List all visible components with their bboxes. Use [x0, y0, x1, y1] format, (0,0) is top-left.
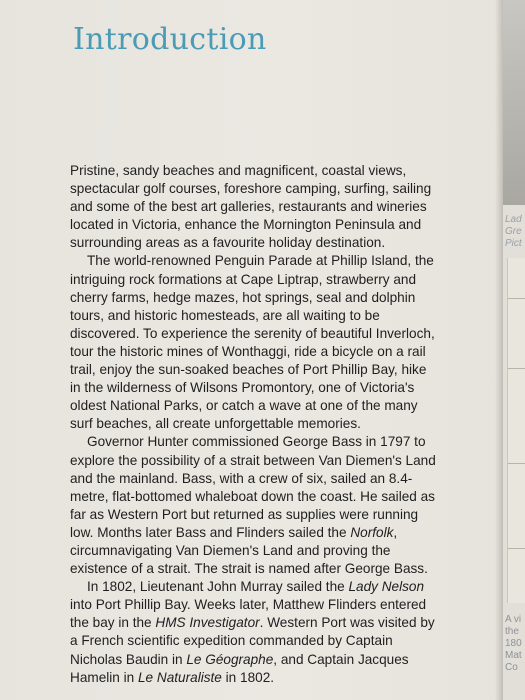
- paragraph-4-text-b: into Port Phillip Bay. Weeks later, Matthew Flinders entered the bay in the: [70, 597, 427, 631]
- body-text: [70, 162, 440, 687]
- paragraph-3: [70, 433, 440, 578]
- ship-name-le-naturaliste: Le Naturaliste: [138, 669, 222, 685]
- caption-bottom-line: Co: [505, 662, 518, 673]
- caption-bottom-line: Mat: [505, 650, 522, 661]
- ship-name-norfolk: Norfolk: [350, 524, 394, 540]
- paragraph-4-text-a: In 1802, Lieutenant John Murray sailed the: [87, 579, 349, 595]
- map-line: [508, 368, 525, 369]
- map-line: [508, 463, 525, 464]
- ship-name-lady-nelson: Lady Nelson: [348, 579, 425, 595]
- paragraph-4-text-d: , and Captain Jacques Hamelin in: [70, 651, 409, 685]
- caption-bottom-line: 180: [505, 638, 522, 649]
- paragraph-4: [70, 578, 440, 687]
- paragraph-2: [70, 252, 440, 433]
- paragraph-3-text-b: , circumnavigating Van Diemen's Land and proving the existence of a strait. The strait is named after George Bass.: [70, 524, 428, 577]
- ship-name-hms-investigator: HMS Investigator: [155, 615, 260, 631]
- paragraph-1: [70, 162, 440, 252]
- paragraph-1-text: Pristine, sandy beaches and magnificent, coastal views, spectacular golf courses, foreshore camping, surfing, sailing and some of the best art galleries, restaurants and wineries located in Victoria, enhance the Mornington Peninsula and surrounding areas as a favourite holiday destination.: [70, 163, 432, 251]
- facing-page-map: [507, 258, 525, 603]
- facing-page-caption-bottom: [505, 614, 525, 674]
- caption-top-line: Gre: [505, 226, 522, 237]
- paragraph-2-text: The world-renowned Penguin Parade at Phillip Island, the intriguing rock formations at Cape Liptrap, strawberry and cherry farms, hedge mazes, hot springs, seal and dolphin tours, and historic homesteads, are all waiting to be discovered. To experience the serenity of beautiful Inverloch, tour the historic mines of Wonthaggi, ride a bicycle on a rail trail, enjoy the sun-soaked beaches of Port Phillip Bay, hike in the wilderness of Wilsons Promontory, one of Victoria's oldest National Parks, or catch a wave at one of the many surf beaches, all create unforgettable memories.: [70, 253, 435, 432]
- map-line: [508, 548, 525, 549]
- paragraph-4-text-c: . Western Port was visited by a French scientific expedition commanded by Captain Nicholas Baudin in: [70, 615, 435, 667]
- caption-bottom-line: A vi: [505, 614, 522, 625]
- paragraph-3-text-a: Governor Hunter commissioned George Bass in 1797 to explore the possibility of a strait between Van Diemen's Land and the mainland. Bass, with a crew of six, sailed an 8.4-metre, flat-bottomed whaleboat down the coast. He sailed as far as Western Port but returned as supplies were running low. Months later Bass and Flinders sailed the: [70, 434, 436, 540]
- ship-name-le-geographe: Le Géographe: [186, 651, 274, 667]
- page-title: Introduction: [73, 22, 267, 57]
- facing-page-caption-top: [505, 214, 525, 250]
- map-line: [508, 298, 525, 299]
- caption-top-line: Pict: [505, 238, 522, 249]
- paragraph-4-text-e: in 1802.: [221, 669, 275, 685]
- facing-page-photo: [503, 0, 525, 205]
- caption-bottom-line: the: [505, 626, 519, 637]
- caption-top-line: Lad: [505, 214, 522, 225]
